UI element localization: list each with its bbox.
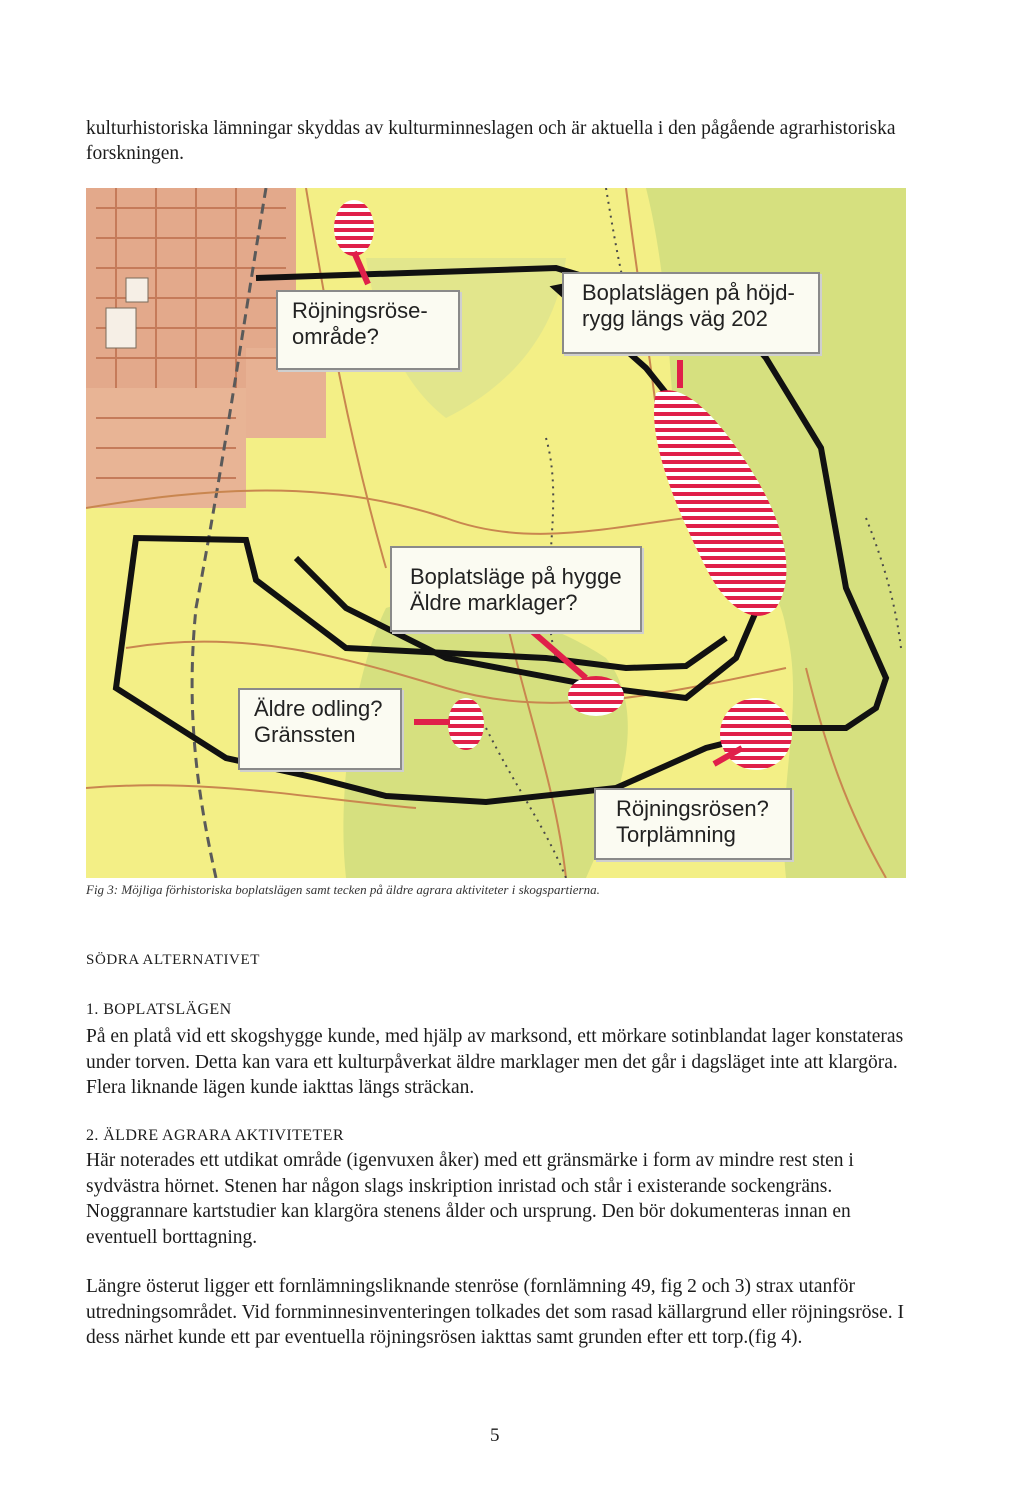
map-figure <box>86 188 906 878</box>
label-aldre-odling <box>238 688 402 770</box>
hatch-area-north <box>334 200 374 256</box>
label-line: Äldre odling? <box>254 696 383 721</box>
label-line: Boplatslägen på höjd- <box>582 280 795 305</box>
label-line: Torplämning <box>616 822 736 847</box>
label-line: rygg längs väg 202 <box>582 306 768 331</box>
label-line: Röjningsröse- <box>292 298 428 323</box>
label-line: Äldre marklager? <box>410 590 578 615</box>
label-line: Röjningsrösen? <box>616 796 769 821</box>
hatch-area-torp <box>720 698 792 770</box>
label-line: Gränssten <box>254 722 356 747</box>
subsection-heading-boplatslagen: 1. BOPLATSLÄGEN <box>86 1001 232 1018</box>
paragraph-agrara: Här noterades ett utdikat område (igenvuxen åker) med ett gränsmärke i form av mindre rest sten i sydvästra hörnet. Stenen har någon slags inskription inristad och står i existerande sockengräns. Noggrannare kartstudier kan klargöra stenens ålder och ursprung. Den bör dokumenteras innan en eventuell borttagning. <box>86 1150 854 1248</box>
intro-paragraph: kulturhistoriska lämningar skyddas av kulturminneslagen och är aktuella i den pågående agrarhistoriska forskningen. <box>86 118 896 164</box>
figure-caption: Fig 3: Möjliga förhistoriska boplatslägen samt tecken på äldre agrara aktiviteter i skogspartierna. <box>86 882 600 897</box>
hatch-area-hygge <box>568 676 624 716</box>
hatch-area-odling <box>448 698 484 750</box>
section-heading: SÖDRA ALTERNATIVET <box>86 952 261 968</box>
label-rojningsrosen-torp <box>594 788 792 860</box>
paragraph-stenrose: Längre österut ligger ett fornlämningsliknande stenröse (fornlämning 49, fig 2 och 3) strax utanför utredningsområdet. Vid fornminnesinventeringen tolkades det som rasad källargrund eller röjningsröse. I dess närhet kunde ett par eventuella röjningsrösen iakttas samt grunden efter ett torp.(fig 4). <box>86 1276 904 1348</box>
subsection-heading-agrara: 2. ÄLDRE AGRARA AKTIVITETER <box>86 1127 344 1144</box>
page-number: 5 <box>490 1425 500 1446</box>
label-boplatslage-hygge <box>390 546 642 632</box>
label-rojningsrose-omrade <box>276 290 460 370</box>
paragraph-boplatslagen: På en platå vid ett skogshygge kunde, med hjälp av marksond, ett mörkare sotinblandat lager konstateras under torven. Detta kan vara ett kulturpåverkat äldre marklager men det går i dagsläget inte att klargöra. Flera liknande lägen kunde iakttas längs sträckan. <box>86 1026 904 1098</box>
label-boplatslagen-hojdrygg <box>562 272 820 354</box>
label-line: Boplatsläge på hygge <box>410 564 622 589</box>
label-line: område? <box>292 324 379 349</box>
